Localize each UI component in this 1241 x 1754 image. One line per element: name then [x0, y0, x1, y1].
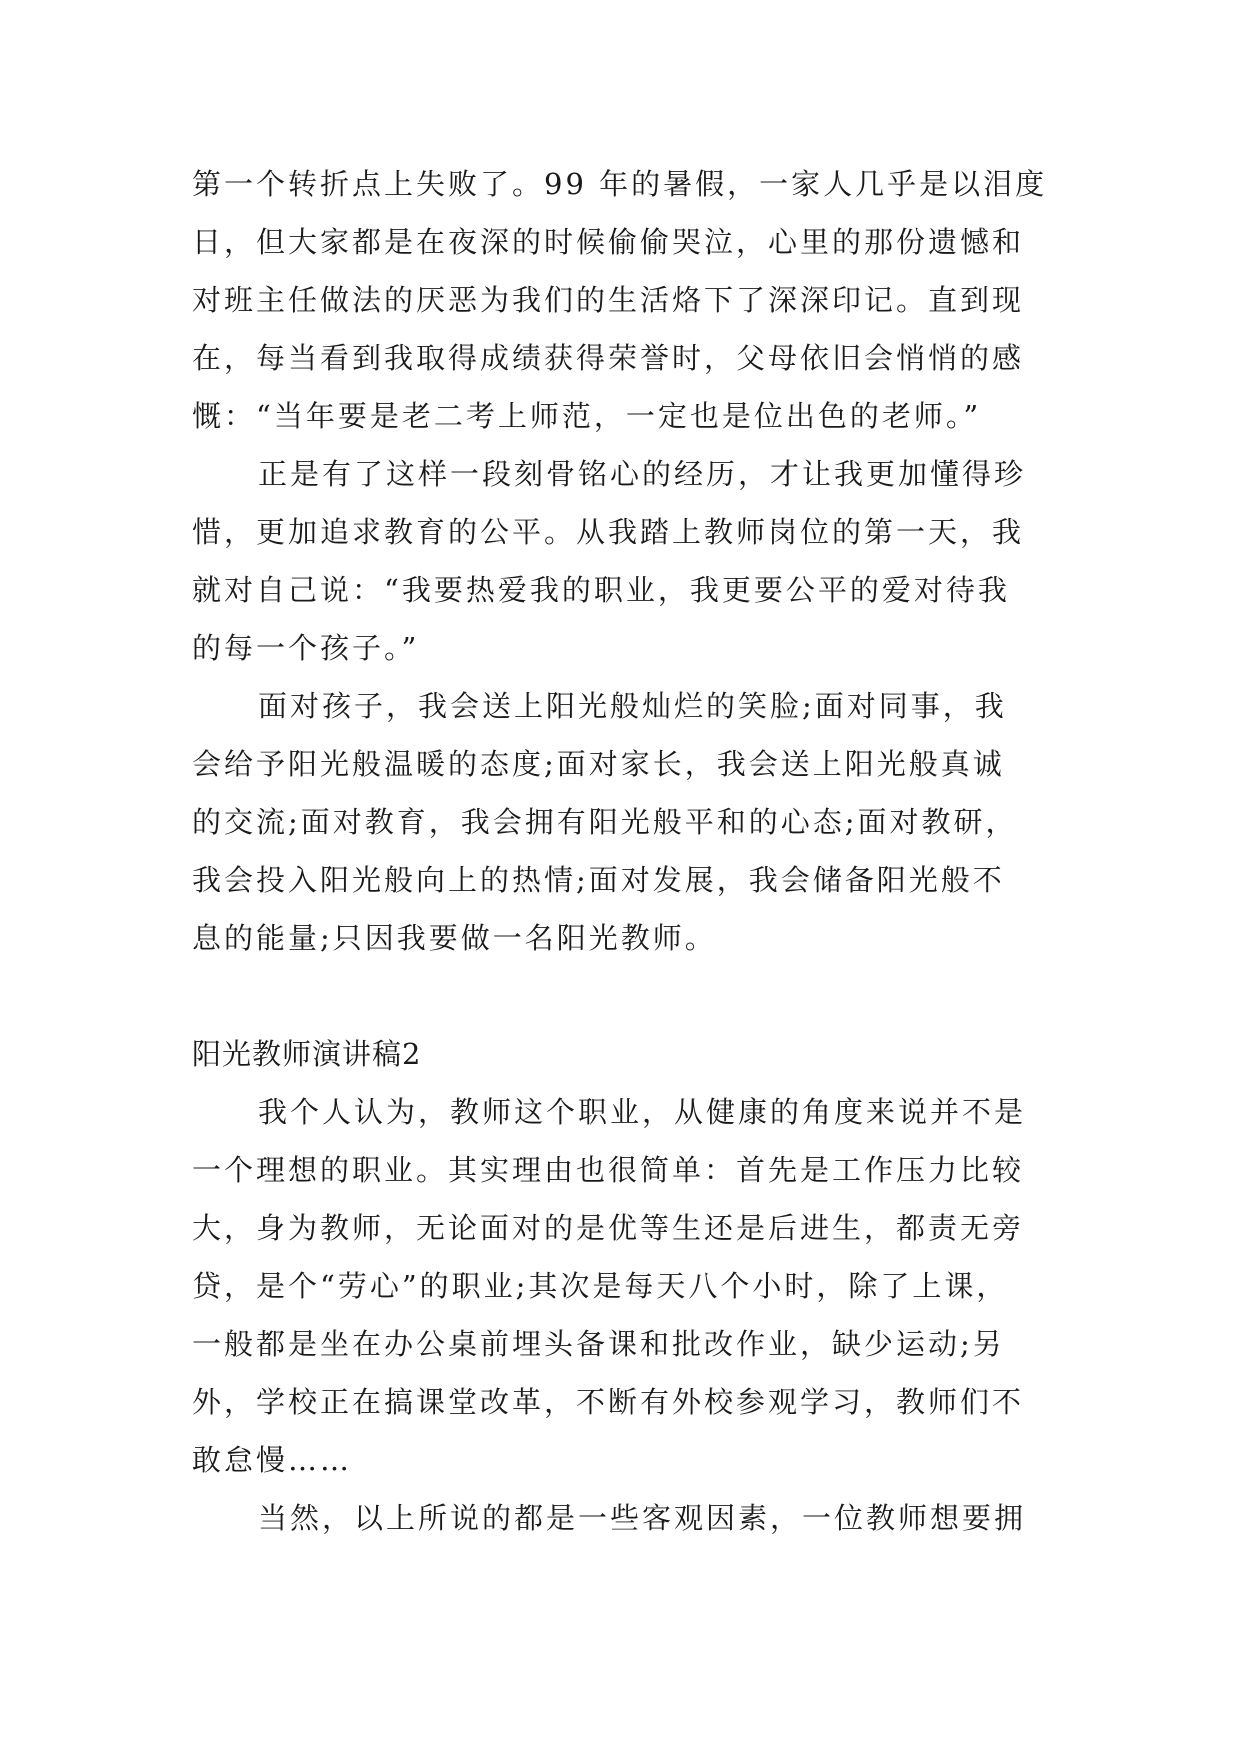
- text-line: 正是有了这样一段刻骨铭心的经历，才让我更加懂得珍: [258, 457, 1027, 491]
- text-line: 敢怠慢……: [192, 1443, 353, 1477]
- text-line: 我个人认为，教师这个职业，从健康的角度来说并不是: [258, 1095, 1027, 1129]
- text-line: 息的能量;只因我要做一名阳光教师。: [192, 921, 717, 955]
- text-line: 就对自己说：“我要热爱我的职业，我更要公平的爱对待我: [192, 573, 1010, 607]
- text-line: 惜，更加追求教育的公平。从我踏上教师岗位的第一天，我: [192, 515, 1025, 549]
- text-line: 对班主任做法的厌恶为我们的生活烙下了深深印记。直到现: [192, 283, 1025, 317]
- text-line: 的交流;面对教育，我会拥有阳光般平和的心态;面对教研，: [192, 805, 1018, 839]
- text-line: 一般都是坐在办公桌前埋头备课和批改作业，缺少运动;另: [192, 1327, 1005, 1361]
- text-line: 大，身为教师，无论面对的是优等生还是后进生，都责无旁: [192, 1211, 1025, 1245]
- text-line: 慨：“当年要是老二考上师范，一定也是位出色的老师。”: [192, 399, 982, 433]
- text-line: 面对孩子，我会送上阳光般灿烂的笑脸;面对同事，我: [258, 689, 1007, 723]
- text-line: 我会投入阳光般向上的热情;面对发展，我会储备阳光般不: [192, 863, 1005, 897]
- text-line: 第一个转折点上失败了。99 年的暑假，一家人几乎是以泪度: [192, 167, 1048, 201]
- text-line: 贷，是个“劳心”的职业;其次是每天八个小时，除了上课，: [192, 1269, 1009, 1303]
- text-line: 会给予阳光般温暖的态度;面对家长，我会送上阳光般真诚: [192, 747, 1005, 781]
- text-line: 的每一个孩子。”: [192, 631, 420, 665]
- text-line: 当然，以上所说的都是一些客观因素，一位教师想要拥: [258, 1501, 1027, 1535]
- section-heading: 阳光教师演讲稿2: [192, 1037, 422, 1071]
- text-line: 日，但大家都是在夜深的时候偷偷哭泣，心里的那份遗憾和: [192, 225, 1025, 259]
- text-line: 在，每当看到我取得成绩获得荣誉时，父母依旧会悄悄的感: [192, 341, 1025, 375]
- text-line: 外，学校正在搞课堂改革，不断有外校参观学习，教师们不: [192, 1385, 1025, 1419]
- text-line: 一个理想的职业。其实理由也很简单：首先是工作压力比较: [192, 1153, 1025, 1187]
